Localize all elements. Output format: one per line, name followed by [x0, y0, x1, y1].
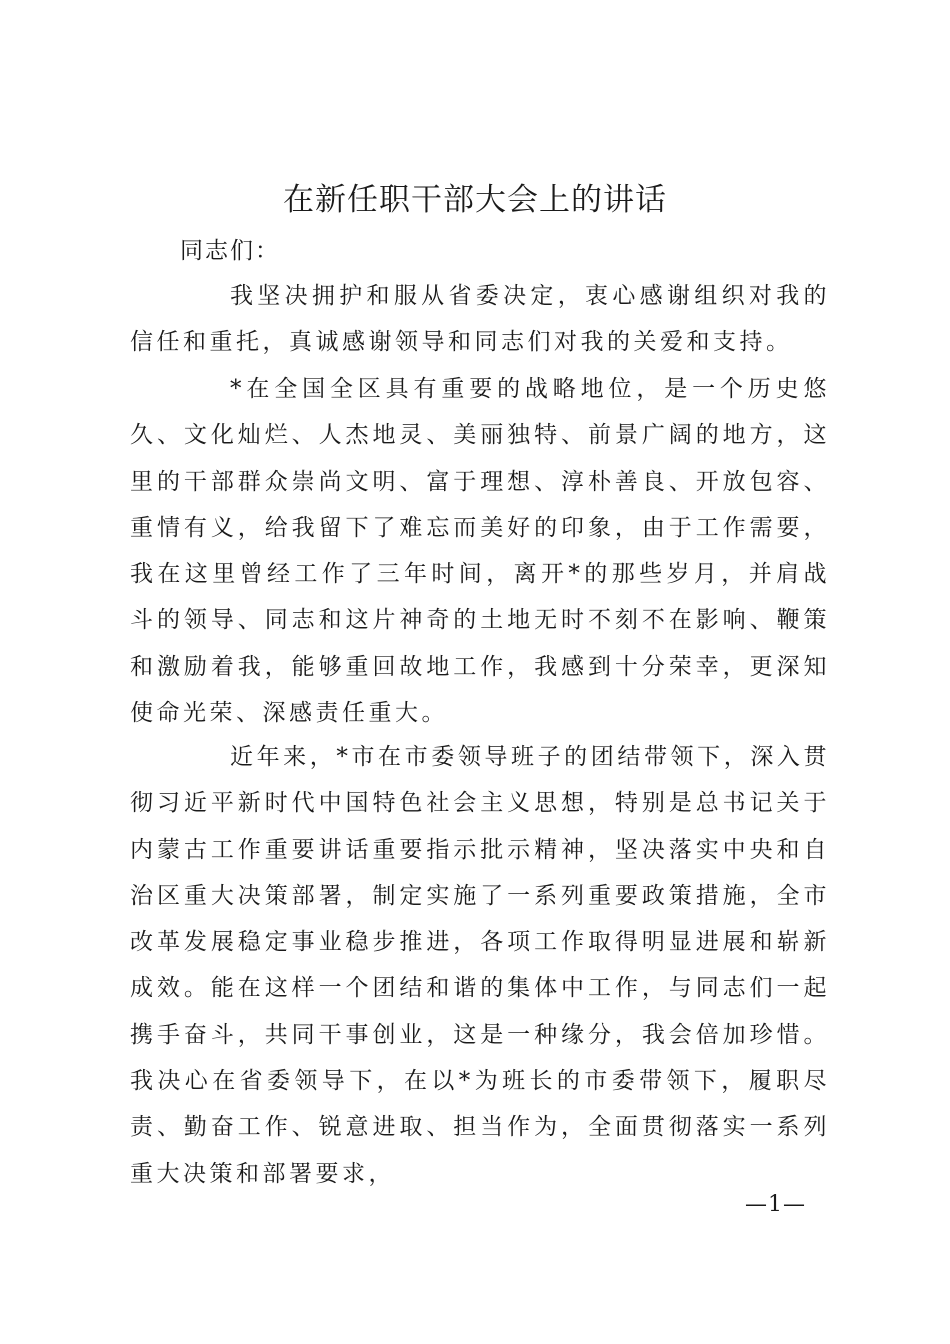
document-title: 在新任职干部大会上的讲话	[283, 182, 667, 218]
paragraph-1: 我坚决拥护和服从省委决定，衷心感谢组织对我的信任和重托，真诚感谢领导和同志们对我的关爱和支持。	[130, 283, 830, 356]
paragraph-2: *在全国全区具有重要的战略地位，是一个历史悠久、文化灿烂、人杰地灵、美丽独特、前景广阔的地方，这里的干部群众崇尚文明、富于理想、淳朴善良、开放包容、重情有义，给我留下了难忘而美好的印象，由于工作需要，我在这里曾经工作了三年时间，离开*的那些岁月，并肩战斗的领导、同志和这片神奇的土地无时不刻不在影响、鞭策和激励着我，能够重回故地工作，我感到十分荣幸，更深知使命光荣、深感责任重大。	[130, 376, 830, 727]
page-number: —1—	[745, 1192, 806, 1217]
paragraph-3: 近年来，*市在市委领导班子的团结带领下，深入贯彻习近平新时代中国特色社会主义思想，特别是总书记关于内蒙古工作重要讲话重要指示批示精神，坚决落实中央和自治区重大决策部署，制定实施了一系列重要政策措施，全市改革发展稳定事业稳步推进，各项工作取得明显进展和崭新成效。能在这样一个团结和谐的集体中工作，与同志们一起携手奋斗，共同干事创业，这是一种缘分，我会倍加珍惜。我决心在省委领导下，在以*为班长的市委带领下，履职尽责、勤奋工作、锐意进取、担当作为，全面贯彻落实一系列重大决策和部署要求，	[130, 744, 830, 1187]
salutation: 同志们：	[180, 238, 280, 264]
